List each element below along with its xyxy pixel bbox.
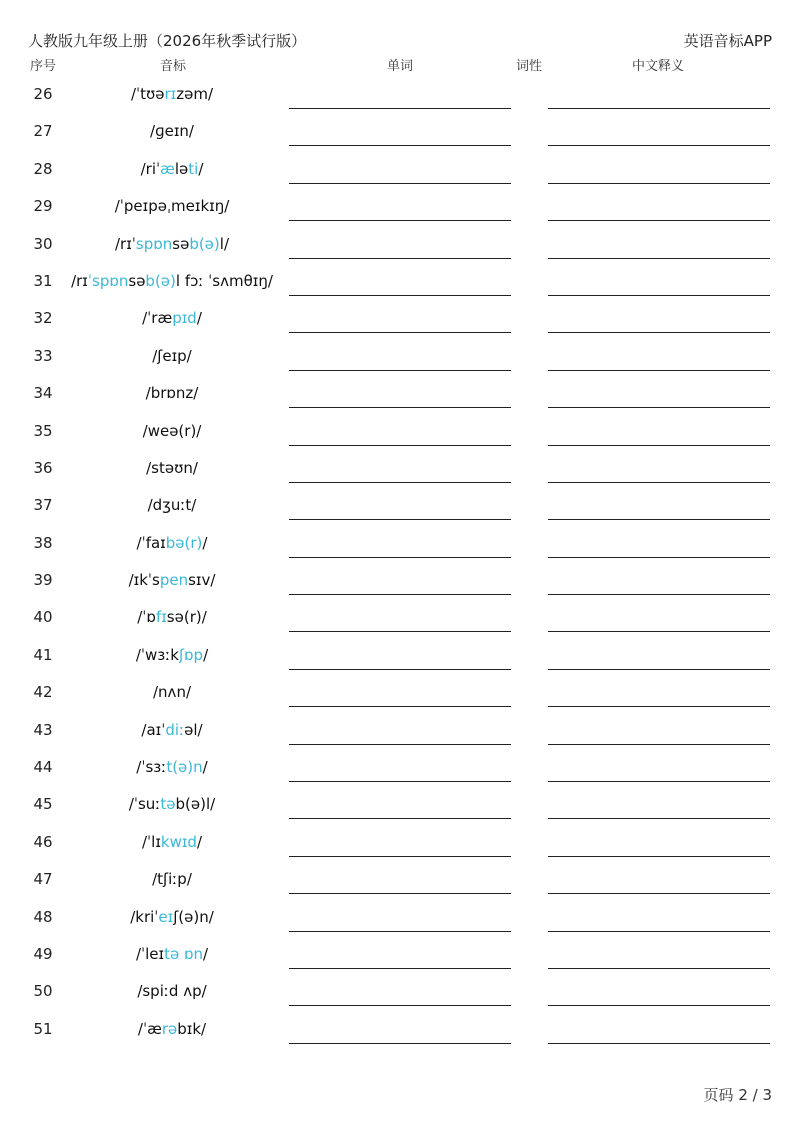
- meaning-answer-line[interactable]: [548, 744, 770, 745]
- table-row: [0, 450, 800, 487]
- meaning-answer-line[interactable]: [548, 557, 770, 558]
- phonetic-highlight: fɪ: [155, 608, 167, 627]
- word-answer-line[interactable]: [289, 258, 511, 259]
- row-number: 46: [33, 832, 53, 851]
- meaning-answer-line[interactable]: [548, 856, 770, 857]
- row-number: 27: [33, 122, 53, 141]
- row-number: 51: [33, 1019, 53, 1038]
- app-name: 英语音标APP: [683, 32, 772, 50]
- meaning-answer-line[interactable]: [548, 370, 770, 371]
- row-number: 33: [33, 346, 53, 365]
- table-row: [0, 375, 800, 412]
- phonetic-segment: /ʃeɪp/: [152, 346, 192, 365]
- row-number: 36: [33, 458, 53, 477]
- phonetic-highlight: eɪ: [158, 907, 174, 926]
- phonetic-segment: sə(r)/: [166, 608, 207, 627]
- word-answer-line[interactable]: [289, 968, 511, 969]
- phonetic-transcription: [52, 459, 292, 477]
- table-row: [0, 899, 800, 936]
- phonetic-segment: /ˈfaɪ: [136, 533, 166, 552]
- column-header-meaning: 中文释义: [632, 59, 685, 74]
- word-answer-line[interactable]: [289, 445, 511, 446]
- word-answer-line[interactable]: [289, 1005, 511, 1006]
- word-answer-line[interactable]: [289, 893, 511, 894]
- row-number: 28: [33, 159, 53, 178]
- table-row: [0, 861, 800, 898]
- column-header-phonetic: 音标: [160, 59, 187, 74]
- phonetic-segment: /ˈræ: [142, 309, 173, 328]
- word-answer-line[interactable]: [289, 631, 511, 632]
- phonetic-highlight: ʃɒp: [179, 645, 204, 664]
- phonetic-segment: zəm/: [176, 85, 214, 103]
- phonetic-transcription: [52, 608, 292, 626]
- table-row: [0, 562, 800, 599]
- phonetic-segment: /ɪkˈs: [128, 571, 160, 590]
- table-row: [0, 263, 800, 300]
- meaning-answer-line[interactable]: [548, 108, 770, 109]
- phonetic-highlight: bə(r): [165, 533, 203, 552]
- phonetic-segment: /ˈæ: [137, 1019, 162, 1038]
- phonetic-segment: /spiːd ʌp/: [137, 982, 207, 1001]
- worksheet-rows: [0, 76, 800, 1048]
- phonetic-segment: /rɪ: [71, 271, 88, 290]
- phonetic-highlight: tə ɒn: [164, 944, 203, 963]
- word-answer-line[interactable]: [289, 295, 511, 296]
- word-answer-line[interactable]: [289, 706, 511, 707]
- row-number: 34: [33, 384, 53, 403]
- phonetic-segment: b(ə)l/: [175, 795, 216, 814]
- row-number: 35: [33, 421, 53, 440]
- phonetic-transcription: [52, 422, 292, 440]
- row-number: 47: [33, 870, 53, 889]
- table-row: [0, 824, 800, 861]
- word-answer-line[interactable]: [289, 145, 511, 146]
- row-number: 39: [33, 571, 53, 590]
- phonetic-transcription: [52, 272, 292, 290]
- meaning-answer-line[interactable]: [548, 482, 770, 483]
- phonetic-segment: /weə(r)/: [142, 421, 202, 440]
- row-number: 41: [33, 645, 53, 664]
- phonetic-highlight: rɪ: [164, 85, 177, 103]
- phonetic-segment: /nʌn/: [153, 683, 191, 702]
- phonetic-transcription: [52, 795, 292, 813]
- phonetic-segment: bɪk/: [177, 1019, 207, 1038]
- table-row: [0, 749, 800, 786]
- phonetic-transcription: [52, 982, 292, 1000]
- word-answer-line[interactable]: [289, 332, 511, 333]
- phonetic-segment: sə: [128, 271, 146, 290]
- phonetic-highlight: pen: [159, 571, 189, 590]
- phonetic-segment: /dʒuːt/: [147, 496, 197, 515]
- word-answer-line[interactable]: [289, 557, 511, 558]
- phonetic-transcription: [52, 1020, 292, 1038]
- word-answer-line[interactable]: [289, 594, 511, 595]
- phonetic-segment: /ˈsuː: [128, 795, 161, 814]
- phonetic-segment: /ˈleɪ: [135, 944, 165, 963]
- table-row: [0, 973, 800, 1010]
- phonetic-segment: /ˈtʊə: [130, 85, 165, 103]
- phonetic-segment: əl/: [184, 720, 203, 739]
- phonetic-segment: /kriˈ: [130, 907, 159, 926]
- phonetic-segment: /ˈɒ: [137, 608, 156, 627]
- meaning-answer-line[interactable]: [548, 295, 770, 296]
- meaning-answer-line[interactable]: [548, 1043, 770, 1044]
- phonetic-transcription: [52, 197, 292, 215]
- phonetic-segment: /rɪˈ: [114, 234, 136, 253]
- column-header-number: 序号: [30, 59, 57, 74]
- phonetic-highlight: rə: [161, 1019, 178, 1038]
- phonetic-segment: /ˈpeɪpəˌmeɪkɪŋ/: [114, 197, 230, 216]
- table-row: [0, 786, 800, 823]
- row-number: 43: [33, 720, 53, 739]
- phonetic-segment: /riˈ: [140, 159, 161, 178]
- word-answer-line[interactable]: [289, 183, 511, 184]
- word-answer-line[interactable]: [289, 519, 511, 520]
- phonetic-transcription: [52, 347, 292, 365]
- word-answer-line[interactable]: [289, 781, 511, 782]
- meaning-answer-line[interactable]: [548, 332, 770, 333]
- table-row: [0, 674, 800, 711]
- phonetic-segment: /ɡeɪn/: [150, 122, 194, 141]
- phonetic-transcription: [52, 122, 292, 140]
- phonetic-segment: /: [196, 309, 202, 328]
- meaning-answer-line[interactable]: [548, 968, 770, 969]
- meaning-answer-line[interactable]: [548, 258, 770, 259]
- page-number: 页码 2 / 3: [703, 1086, 772, 1104]
- meaning-answer-line[interactable]: [548, 669, 770, 670]
- phonetic-transcription: [52, 534, 292, 552]
- phonetic-transcription: [52, 496, 292, 514]
- row-number: 26: [33, 85, 53, 103]
- word-answer-line[interactable]: [289, 407, 511, 408]
- row-number: 48: [33, 907, 53, 926]
- phonetic-transcription: [52, 758, 292, 776]
- row-number: 38: [33, 533, 53, 552]
- word-answer-line[interactable]: [289, 482, 511, 483]
- table-row: [0, 936, 800, 973]
- phonetic-transcription: [52, 683, 292, 701]
- row-number: 29: [33, 197, 53, 216]
- meaning-answer-line[interactable]: [548, 445, 770, 446]
- word-answer-line[interactable]: [289, 108, 511, 109]
- phonetic-highlight: ˈspɒn: [87, 271, 129, 290]
- table-row: [0, 1011, 800, 1048]
- phonetic-transcription: [52, 646, 292, 664]
- table-row: [0, 300, 800, 337]
- phonetic-transcription: [52, 833, 292, 851]
- meaning-answer-line[interactable]: [548, 931, 770, 932]
- table-row: [0, 637, 800, 674]
- phonetic-segment: /aɪˈ: [141, 720, 166, 739]
- phonetic-segment: /: [202, 758, 208, 777]
- phonetic-transcription: [52, 384, 292, 402]
- word-answer-line[interactable]: [289, 818, 511, 819]
- phonetic-segment: /: [198, 159, 204, 178]
- word-answer-line[interactable]: [289, 669, 511, 670]
- phonetic-segment: sɪv/: [188, 571, 216, 590]
- phonetic-transcription: [52, 85, 292, 103]
- table-row: [0, 76, 800, 113]
- phonetic-transcription: [52, 309, 292, 327]
- row-number: 40: [33, 608, 53, 627]
- phonetic-segment: /ˈlɪ: [141, 832, 161, 851]
- phonetic-segment: /: [202, 533, 208, 552]
- row-number: 44: [33, 758, 53, 777]
- row-number: 31: [33, 271, 53, 290]
- meaning-answer-line[interactable]: [548, 706, 770, 707]
- phonetic-segment: lə: [174, 159, 189, 178]
- word-answer-line[interactable]: [289, 370, 511, 371]
- phonetic-segment: l/: [219, 234, 230, 253]
- phonetic-highlight: ti: [188, 159, 199, 178]
- phonetic-highlight: t(ə)n: [166, 758, 203, 777]
- phonetic-segment: /ˈsɜː: [136, 758, 167, 777]
- phonetic-transcription: [52, 870, 292, 888]
- word-answer-line[interactable]: [289, 744, 511, 745]
- column-header-word: 单词: [387, 59, 414, 74]
- table-row: [0, 113, 800, 150]
- meaning-answer-line[interactable]: [548, 893, 770, 894]
- word-answer-line[interactable]: [289, 856, 511, 857]
- phonetic-transcription: [52, 945, 292, 963]
- meaning-answer-line[interactable]: [548, 519, 770, 520]
- meaning-answer-line[interactable]: [548, 631, 770, 632]
- phonetic-highlight: tə: [160, 795, 176, 814]
- row-number: 42: [33, 683, 53, 702]
- row-number: 49: [33, 944, 53, 963]
- phonetic-transcription: [52, 721, 292, 739]
- column-header-pos: 词性: [516, 59, 543, 74]
- meaning-answer-line[interactable]: [548, 818, 770, 819]
- page-title: 人教版九年级上册（2026年秋季试行版）: [28, 32, 307, 50]
- phonetic-highlight: diː: [165, 720, 185, 739]
- phonetic-highlight: b(ə): [145, 271, 176, 290]
- phonetic-transcription: [52, 160, 292, 178]
- phonetic-highlight: kwɪd: [160, 832, 197, 851]
- phonetic-segment: /: [203, 944, 209, 963]
- table-row: [0, 226, 800, 263]
- phonetic-highlight: pɪd: [172, 309, 197, 328]
- row-number: 50: [33, 982, 53, 1001]
- word-answer-line[interactable]: [289, 1043, 511, 1044]
- phonetic-highlight: æ: [160, 159, 175, 178]
- phonetic-segment: ʃ(ə)n/: [173, 907, 214, 926]
- table-row: [0, 188, 800, 225]
- word-answer-line[interactable]: [289, 931, 511, 932]
- table-row: [0, 413, 800, 450]
- phonetic-segment: l fɔː ˈsʌmθɪŋ/: [175, 271, 273, 290]
- meaning-answer-line[interactable]: [548, 594, 770, 595]
- phonetic-transcription: [52, 571, 292, 589]
- meaning-answer-line[interactable]: [548, 781, 770, 782]
- row-number: 45: [33, 795, 53, 814]
- meaning-answer-line[interactable]: [548, 407, 770, 408]
- table-row: [0, 599, 800, 636]
- word-answer-line[interactable]: [289, 220, 511, 221]
- phonetic-segment: /ˈwɜːk: [135, 645, 179, 664]
- row-number: 32: [33, 309, 53, 328]
- meaning-answer-line[interactable]: [548, 145, 770, 146]
- phonetic-transcription: [52, 908, 292, 926]
- phonetic-segment: sə: [172, 234, 190, 253]
- meaning-answer-line[interactable]: [548, 183, 770, 184]
- phonetic-segment: /stəʊn/: [146, 458, 198, 477]
- phonetic-segment: /brɒnz/: [145, 384, 199, 403]
- phonetic-segment: /: [203, 645, 209, 664]
- phonetic-highlight: spɒn: [135, 234, 173, 253]
- table-row: [0, 712, 800, 749]
- phonetic-highlight: b(ə): [189, 234, 220, 253]
- meaning-answer-line[interactable]: [548, 220, 770, 221]
- meaning-answer-line[interactable]: [548, 1005, 770, 1006]
- table-row: [0, 487, 800, 524]
- phonetic-transcription: [52, 235, 292, 253]
- row-number: 30: [33, 234, 53, 253]
- phonetic-segment: /: [196, 832, 203, 851]
- table-row: [0, 338, 800, 375]
- phonetic-segment: /tʃiːp/: [152, 870, 192, 889]
- row-number: 37: [33, 496, 53, 515]
- table-row: [0, 151, 800, 188]
- table-row: [0, 525, 800, 562]
